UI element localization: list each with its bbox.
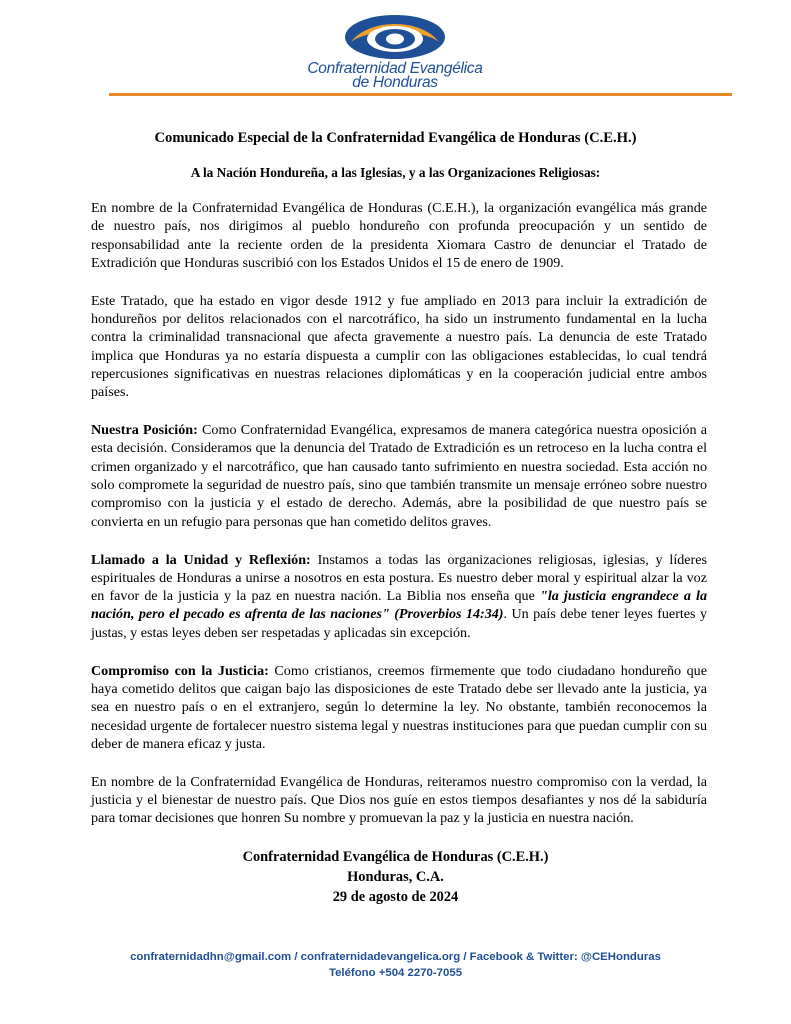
paragraph-position-heading: Nuestra Posición: [91, 422, 198, 439]
bible-quote: "la justicia engrandece a la nación, pero el pecado es afrenta de las naciones" (Proverbios 14:34) [91, 588, 707, 623]
signature-block [0, 847, 791, 907]
document-body [91, 199, 707, 847]
paragraph-treaty: Este Tratado, que ha estado en vigor desde 1912 y fue ampliado en 2013 para incluir la extradición de hondureños por delitos relacionados con el narcotráfico, ha sido un instrumento fundamental en la lucha contra la criminalidad transnacional que afecta gravemente a nuestro país. La denuncia de este Tratado implica que Honduras ya no estaría dispuesta a cumplir con las obligaciones establecidas, lo cual tendrá repercusiones significativas en nuestras relaciones diplomáticas y en la cooperación judicial entre ambos países. [91, 292, 707, 401]
paragraph-unity-text: Instamos a todas las organizaciones religiosas, iglesias, y líderes espirituales de Honduras a unirse a nosotros en esta postura. Es nuestro deber moral y espiritual alzar la voz en favor de la justicia y la paz en nuestra nación. La Biblia nos enseña que [91, 551, 707, 605]
footer [0, 949, 791, 981]
footer-phone: Teléfono +504 2270-7055 [328, 967, 463, 979]
document-salutation: A la Nación Hondureña, a las Iglesias, y a las Organizaciones Religiosas: [190, 165, 601, 180]
paragraph-justice [91, 662, 707, 753]
header-logo [0, 12, 791, 94]
signature-location: Honduras, C.A. [347, 869, 444, 885]
paragraph-unity [91, 551, 707, 642]
paragraph-unity-heading: Llamado a la Unidad y Reflexión: [91, 551, 311, 568]
paragraph-position-text: Como Confraternidad Evangélica, expresamos de manera categórica nuestra oposición a esta decisión. Consideramos que la denuncia del Tratado de Extradición es un retroceso en la lucha contra el crimen organizado y el narcotráfico, que han causado tanto sufrimiento en nuestra sociedad. Esta acción no solo compromete la seguridad de nuestro país, sino que también transmite un mensaje erróneo sobre nuestro compromiso con la justicia y el estado de derecho. Además, abre la posibilidad de que nuestro país se convierta en un refugio para personas que han cometido delitos graves. [91, 422, 707, 530]
header-divider [109, 93, 732, 96]
logo-wordmark [300, 62, 490, 90]
signature-organization: Confraternidad Evangélica de Honduras (C.E.H.) [242, 849, 549, 865]
paragraph-justice-text: Como cristianos, creemos firmemente que todo ciudadano hondureño que haya cometido delitos que caigan bajo las disposiciones de este Tratado debe ser llevado ante la justicia, ya sea en nuestro país o en el extranjero, según lo determine la ley. No obstante, también reconocemos la necesidad urgente de fortalecer nuestro sistema legal y nuestras instituciones para que puedan cumplir con su deber de manera eficaz y justa. [91, 662, 707, 752]
logo-line-1: Confraternidad Evangélica [307, 60, 483, 77]
paragraph-unity-text-end: . Un país debe tener leyes fuertes y justas, y estas leyes deben ser respetadas y aplicadas sin excepción. [91, 606, 707, 641]
footer-contact: confraternidadhn@gmail.com / confraternidadevangelica.org / Facebook & Twitter: @CEHonduras [130, 951, 661, 963]
paragraph-closing: En nombre de la Confraternidad Evangélica de Honduras, reiteramos nuestro compromiso con la verdad, la justicia y el bienestar de nuestro país. Que Dios nos guíe en estos tiempos desafiantes y nos dé la sabiduría para tomar decisiones que honren Su nombre y promuevan la paz y la justicia en nuestra nación. [91, 773, 707, 827]
paragraph-position [91, 421, 707, 531]
logo-line-2: de Honduras [352, 74, 438, 91]
ceh-emblem-icon [343, 12, 447, 62]
paragraph-justice-heading: Compromiso con la Justicia: [91, 662, 269, 679]
paragraph-intro: En nombre de la Confraternidad Evangélica de Honduras (C.E.H.), la organización evangélica más grande de nuestro país, nos dirigimos al pueblo hondureño con profunda preocupación y un sentido de responsabilidad ante la reciente orden de la presidenta Xiomara Castro de denunciar el Tratado de Extradición que Honduras suscribió con los Estados Unidos el 15 de enero de 1909. [91, 200, 707, 271]
document-title: Comunicado Especial de la Confraternidad Evangélica de Honduras (C.E.H.) [154, 130, 637, 146]
signature-date: 29 de agosto de 2024 [332, 889, 459, 905]
